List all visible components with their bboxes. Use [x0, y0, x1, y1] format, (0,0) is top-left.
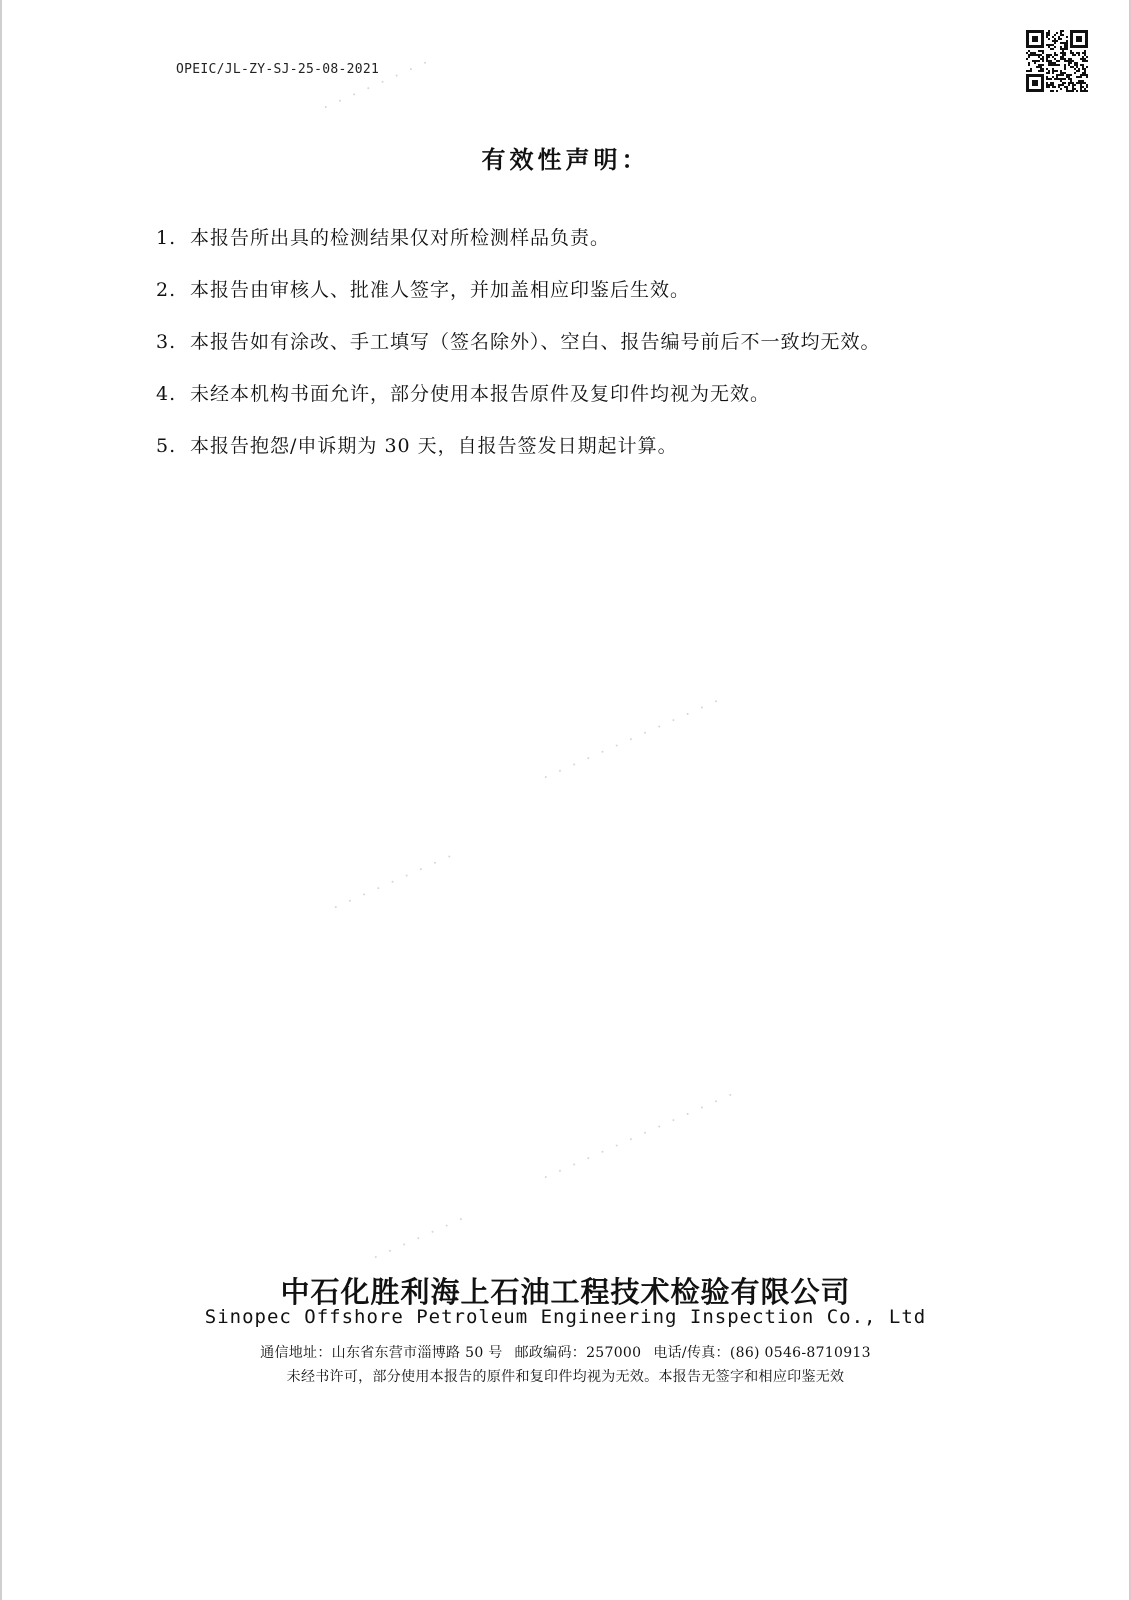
clause-item	[156, 212, 881, 264]
postcode-text: 邮政编码：257000	[514, 1345, 642, 1361]
watermark-trace: · · · · · · · · · · · · · ·	[540, 1084, 739, 1187]
clause-item	[156, 264, 881, 316]
company-name-cn: 中石化胜利海上石油工程技术检验有限公司	[280, 1275, 851, 1309]
watermark-trace: · · · · · · · ·	[320, 52, 434, 117]
clause-text: 本报告抱怨/申诉期为 30 天，自报告签发日期起计算。	[190, 435, 678, 457]
watermark-trace: · · · · · · · · · · · · ·	[540, 691, 725, 787]
clause-number: 3.	[156, 331, 177, 353]
clause-item	[156, 420, 881, 472]
document-code: OPEIC/JL-ZY-SJ-25-08-2021	[176, 62, 380, 77]
phone-text: 电话/传真：(86) 0546-8710913	[653, 1345, 871, 1361]
page-title: 有效性声明：	[481, 146, 650, 174]
clause-item	[156, 316, 881, 368]
address-text: 通信地址：山东省东营市淄博路 50 号	[260, 1345, 503, 1361]
clause-item	[156, 368, 881, 420]
usage-notice: 未经书许可，部分使用本报告的原件和复印件均视为无效。本报告无签字和相应印鉴无效	[286, 1369, 845, 1385]
clause-number: 5.	[156, 435, 177, 457]
clause-text: 本报告由审核人、批准人签字，并加盖相应印鉴后生效。	[190, 279, 691, 301]
qr-code-icon	[1024, 28, 1090, 94]
clause-text: 本报告所出具的检测结果仅对所检测样品负责。	[190, 227, 611, 249]
validity-clause-list	[156, 212, 881, 472]
watermark-trace: · · · · · · ·	[370, 1208, 470, 1267]
clause-text: 本报告如有涂改、手工填写（签名除外）、空白、报告编号前后不一致均无效。	[190, 331, 881, 353]
clause-text: 未经本机构书面允许，部分使用本报告原件及复印件均视为无效。	[190, 383, 771, 405]
contact-line	[0, 1342, 1131, 1362]
clause-number: 4.	[156, 383, 177, 405]
clause-number: 1.	[156, 227, 177, 249]
company-name-en: Sinopec Offshore Petroleum Engineering Inspection Co., Ltd	[204, 1306, 927, 1328]
watermark-trace: · · · · · · · · ·	[330, 846, 458, 917]
clause-number: 2.	[156, 279, 177, 301]
